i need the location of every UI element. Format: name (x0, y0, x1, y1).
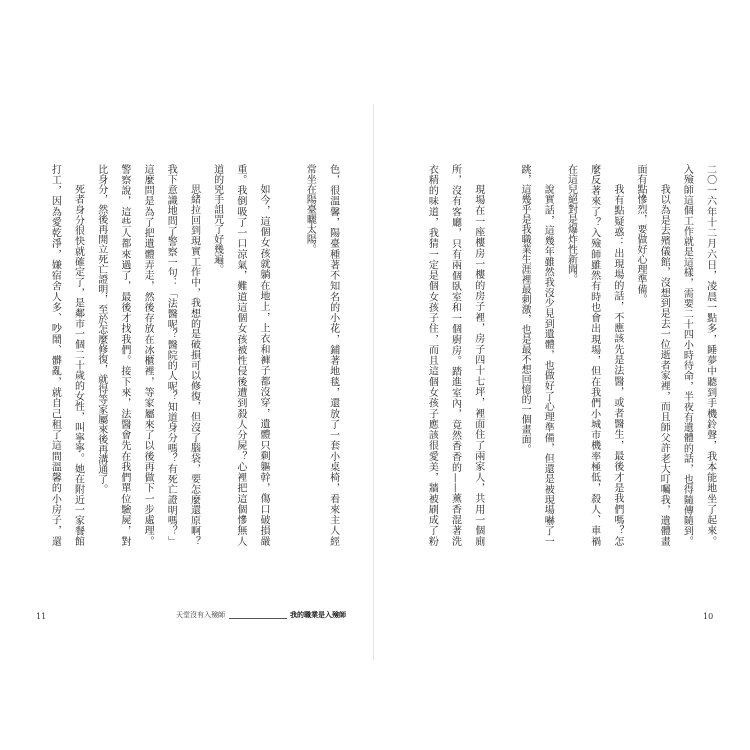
chapter-title: 我的職業是入殮師 (290, 610, 346, 619)
text-column: 道的兇手詛咒了好幾遍。 (211, 164, 223, 274)
text-column: 死者身分很快就確定了，是鄰市一個二十歲的女性，叫寧寧。她在附近一家餐館 (72, 184, 84, 546)
right-page (375, 0, 750, 750)
blank-column (490, 164, 513, 546)
text-column: 我有點疑惑：出現場的話，不應該先是法醫，或者醫生，最後才是我們嗎？怎 (611, 184, 623, 546)
text-column: 二〇一六年十二月六日，凌晨一點多，睡夢中聽到手機鈴聲，我本能地坐了起來。 (704, 164, 716, 546)
text-column: 現場在一座樓房一樓的房子裡，房子四十七坪，裡面住了兩家人，共用一個廁 (472, 184, 484, 546)
text-column: 麼反著來了？入殮師雖然有時也會出現場，但在我們小城市機率極低，殺人、車禍 (588, 164, 600, 546)
footer-rule (229, 618, 287, 619)
text-column: 警察說，這些人都來過了，最後才找我們。接下來，法醫會先在我們單位驗屍，對 (118, 164, 130, 546)
page-number-right: 10 (703, 612, 714, 621)
left-page-text (43, 164, 345, 546)
text-column: 跳，這幾乎是我職業生涯裡最刺激，也是最不想回憶的一個畫面。 (519, 164, 531, 454)
page-number-left: 11 (36, 612, 47, 621)
text-column: 所，沒有客廳，只有兩個臥室和一個廚房。踏進室內，竟然香香的——薰香混著洗 (449, 164, 461, 546)
blank-column (275, 164, 298, 546)
text-column: 思緒拉回到現實工作中，我想的是破損可以修復，但沒了腦袋，要怎麼還原啊？ (188, 184, 200, 546)
text-column: 我下意識地問了警察一句：「法醫呢？醫院的人呢？知道身分嗎？有死亡證明嗎？」 (165, 164, 177, 546)
text-column: 面有點慘烈，要做好心理準備。 (635, 164, 647, 304)
text-column: 如今，這個女孩就躺在地上，上衣和褲子都沒穿，遺體只剩軀幹，傷口破損嚴 (258, 184, 270, 546)
text-column: 色，很溫馨，陽臺種著不知名的小花，鋪著地毯，還放了一套小桌椅，看來主人經 (327, 164, 339, 546)
text-column: 衣精的味道，我猜一定是個女孩子住，而且這個女孩子應該很愛美，牆被刷成了粉 (426, 164, 438, 546)
text-column: 重。我倒吸了一口涼氣，難道這個女孩被性侵後遭到殺人分屍？心裡把這個慘無人 (234, 164, 246, 546)
text-column: 說實話，這幾年雖然我沒少見到遺體，也做好了心理準備，但還是被現場嚇了一 (542, 184, 554, 546)
text-column: 這麼問是為了把遺體弄走，然後存放在冰櫃裡，等家屬來了以後再做下一步處理。 (142, 164, 154, 546)
right-page-text (420, 164, 722, 546)
book-title: 天堂沒有入殮師 (176, 611, 225, 619)
running-footer (176, 610, 346, 620)
text-column: 我以為是去殯儀館，沒想到是去一位逝者家裡，而且師父許老大叮囑我，遺體畫 (658, 184, 670, 546)
text-column: 比身分，然後再開立死亡證明，至於怎麼修復，就得等家屬來後再溝通了。 (95, 164, 107, 494)
text-column: 常坐在陽臺曬太陽。 (304, 164, 316, 254)
text-column: 打工，因為愛乾淨，嫌宿舍人多、吵鬧、髒亂，就自己租了這間溫馨的小房子，還 (49, 164, 61, 546)
text-column: 在這兒絕對是爆炸性新聞。 (565, 164, 577, 284)
text-column: 入殮師這個工作就是這樣，需要二十四小時待命，半夜有遺體的話，也得隨傳隨到。 (681, 164, 693, 546)
